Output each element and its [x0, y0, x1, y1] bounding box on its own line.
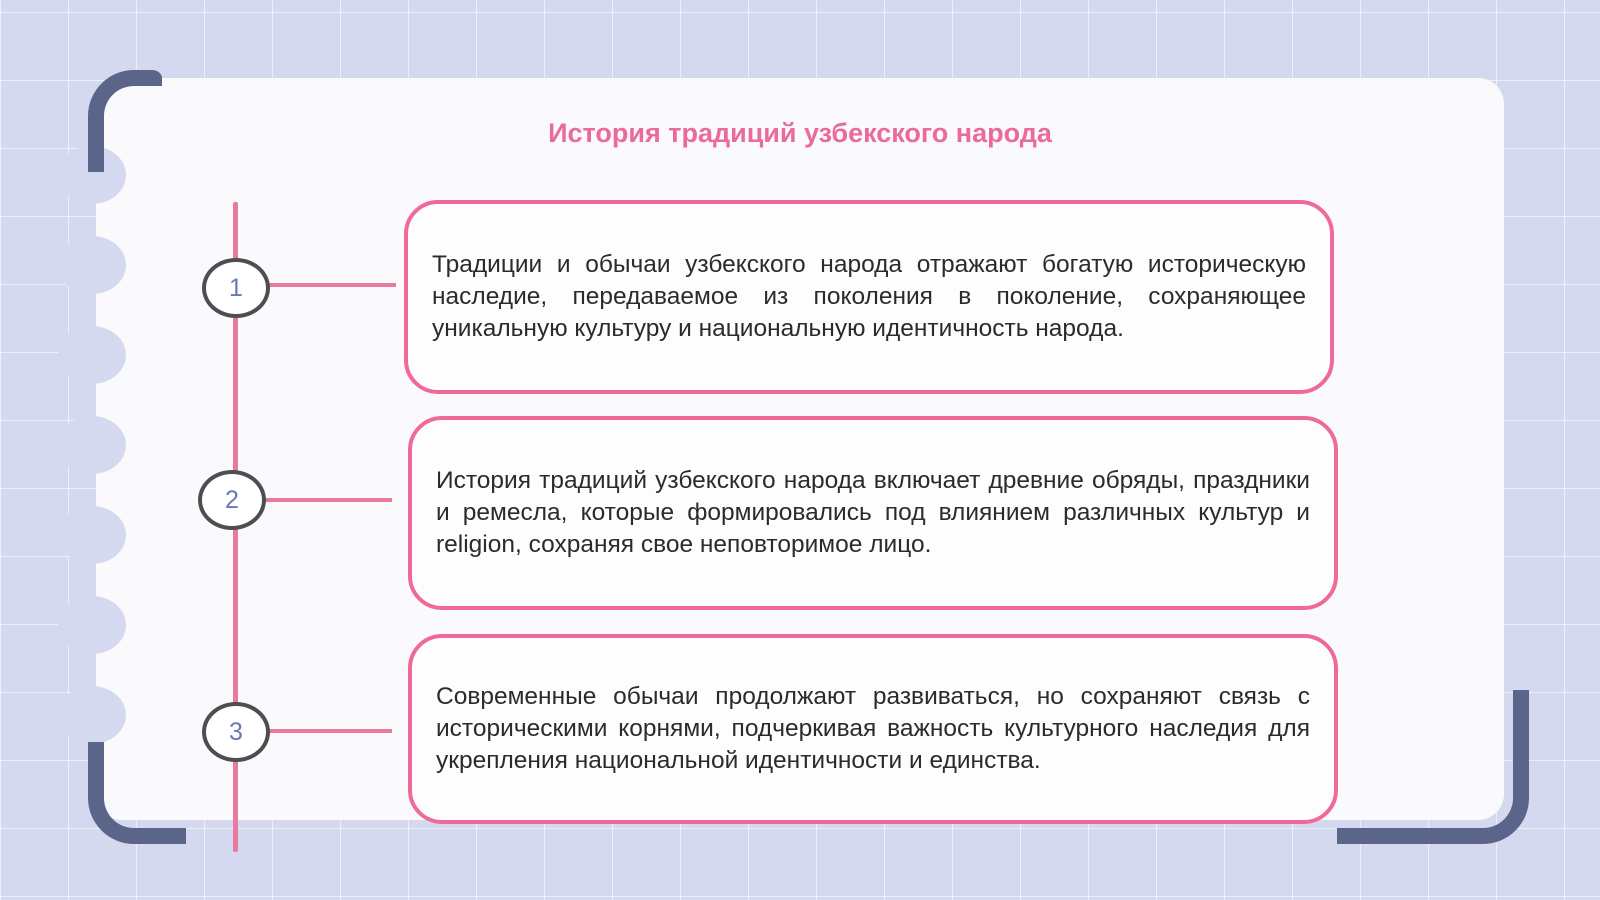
paper-scallop: [58, 506, 126, 564]
step-connector: [262, 498, 392, 502]
paper-scallop: [58, 326, 126, 384]
step-connector: [266, 729, 392, 733]
corner-bracket-bottom-right: [1337, 690, 1529, 844]
step-card-text: Традиции и обычаи узбекского народа отражают богатую историческую наследие, передаваемое из поколения в поколение, сохраняющее уникальную культуру и национальную идентичность народа.: [432, 251, 1306, 342]
step-card-text: Современные обычаи продолжают развиваться, но сохраняют связь с историческими корнями, подчеркивая важность культурного наследия для укрепления национальной идентичности и единства.: [436, 683, 1310, 774]
step-card-text: История традиций узбекского народа включает древние обряды, праздники и ремесла, которые формировались под влиянием различных культур и religion, сохраняя свое неповторимое лицо.: [436, 467, 1310, 558]
slide-title: История традиций узбекского народа: [548, 118, 1052, 148]
step-card: [408, 416, 1338, 610]
step-connector: [266, 283, 396, 287]
corner-bracket-bottom-left: [88, 742, 186, 844]
paper-scallop: [58, 416, 126, 474]
step-number-badge: 3: [202, 702, 270, 762]
step-number-badge: 2: [198, 470, 266, 530]
paper-scallop: [58, 686, 126, 744]
paper-scallop: [58, 596, 126, 654]
step-card: [404, 200, 1334, 394]
paper-scallop: [58, 236, 126, 294]
step-number-badge: 1: [202, 258, 270, 318]
step-card: [408, 634, 1338, 824]
